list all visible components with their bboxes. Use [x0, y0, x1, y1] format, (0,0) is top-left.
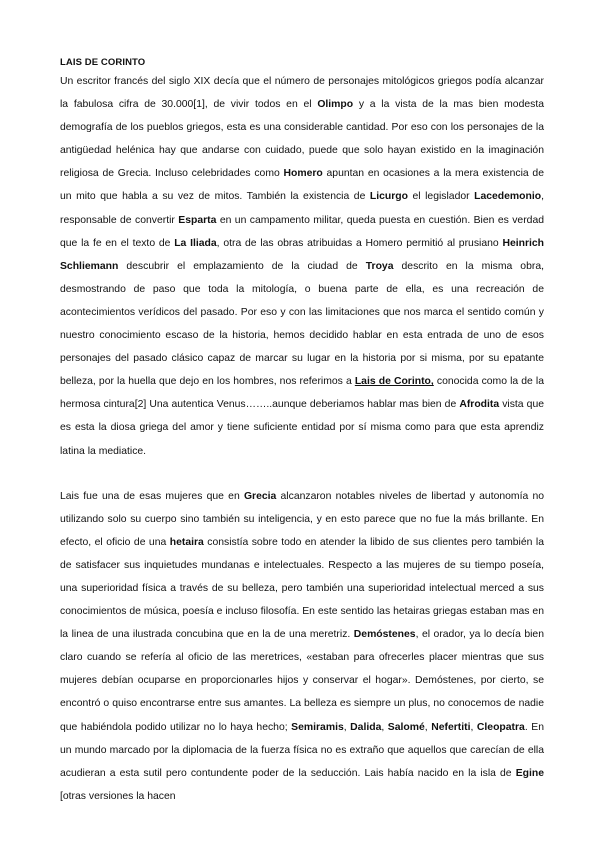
text-run: , el orador, ya lo decía bien claro cuando se refería al oficio de las meretrices, «estaban para ofrecerles placer mientras que sus mujeres debían ocuparse en proporcionarles hijos y conservar el hogar». Demóstenes, por cierto, se encontró o quiso encontrarse entre sus amantes. La belleza es siempre un plus, no conocemos de nadie que habiéndola podido utilizar no lo haya hecho; — [60, 629, 544, 733]
bold-term: Homero — [283, 168, 323, 180]
text-run: consistía sobre todo en atender la libido de sus clientes pero también la de satisfacer sus inquietudes mundanas e intelectuales. Respecto a las mujeres de su tiempo poseía, una superioridad física a través de su belleza, pero también una superioridad intelectual merced a sus conocimientos de música, poesía e incluso filosofía. En este sentido las hetairas griegas estaban mas en la linea de una ilustrada concubina que en la de una meretriz. — [60, 536, 544, 641]
text-run: el legislador — [407, 191, 475, 203]
bold-term: Grecia — [243, 490, 277, 502]
text-run: . En un mundo marcado por la diplomacia de la fuerza física no es extraño que aquellos que carecían de ella acudieran a esta sutil pero contundente poder de la seducción. Lais había nacido en la isla de — [60, 721, 544, 779]
text-run: Lais fue una de esas mujeres que en — [60, 490, 244, 502]
bold-term: Heinrich Schliemann — [60, 237, 545, 272]
text-run: , otra de las obras atribuidas a Homero permitió al prusiano — [216, 237, 503, 249]
text-run: , — [424, 721, 432, 733]
text-run: , responsable de convertir — [60, 191, 544, 226]
bold-term: Olimpo — [317, 99, 354, 111]
text-run: descrito en la misma obra, desmostrando de paso que toda la mitología, o buena parte de ella, es una recreación de acontecimientos verídicos del pasado. Por eso y con las limitaciones que nos marca el sentido común y nuestro conocimiento escaso de la historia, hemos decidido hablar en esta entrada de uno de esos personajes del pasado clásico capaz de marcar su lugar en la historia por si misma, por su epatante belleza, por la huella que dejo en los hombres, nos referimos a — [60, 260, 544, 388]
text-run: vista que es esta la diosa griega del amor y tiene suficiente entidad por sí misma como para que esta aprendiz latina la mediatice. — [60, 399, 544, 457]
bold-term: Egine — [515, 767, 544, 779]
paragraph-2 — [60, 485, 544, 808]
text-run: apuntan en ocasiones a la mera existencia de un mito que habla a su vez de mitos. También la existencia de — [60, 168, 544, 203]
text-run: alcanzaron notables niveles de libertad y autonomía no utilizando solo su cuerpo sino también su inteligencia, y en esto parece que no fue la más brillante. En efecto, el oficio de una — [60, 490, 545, 548]
bold-term: Troya — [365, 260, 394, 272]
text-run: y a la vista de la mas bien modesta demografía de los pueblos griegos, esta es una considerable cantidad. Por eso con los personajes de la antigüedad helénica hay que andarse con cuidado, puede que solo hayan existido en la imaginación religiosa de Grecia. Incluso celebridades como — [60, 99, 544, 180]
text-run: descubrir el emplazamiento de la ciudad de — [118, 260, 366, 272]
bold-term: La Iliada — [174, 237, 217, 249]
bold-term: Esparta — [178, 214, 217, 226]
bold-term: Cleopatra — [476, 721, 525, 733]
bold-term: Nefertiti — [431, 721, 471, 733]
text-run: , — [381, 721, 388, 733]
bold-term: Afrodita — [459, 399, 500, 411]
bold-term: Semiramis — [291, 721, 344, 733]
bold-term: Dalida — [350, 721, 382, 733]
paragraph-1 — [60, 70, 544, 463]
text-run: , — [470, 721, 477, 733]
document-title: LAIS DE CORINTO — [60, 57, 146, 68]
bold-term: Lacedemonio — [474, 191, 542, 203]
bold-term: Salomé — [387, 721, 425, 733]
text-run: [otras versiones la hacen — [60, 790, 176, 802]
bold-term: hetaira — [169, 536, 204, 548]
bold-term: Demóstenes — [353, 629, 416, 641]
text-run: , — [343, 721, 351, 733]
text-run: Un escritor francés del siglo XIX decía que el número de personajes mitológicos griegos podía alcanzar la fabulosa cifra de 30.000[1], de vivir todos en el — [60, 76, 544, 111]
document-page — [60, 57, 544, 808]
bold-term: Lais de Corinto, — [354, 376, 434, 388]
text-run: en un campamento militar, queda puesta en cuestión. Bien es verdad que la fe en el texto de — [60, 214, 545, 249]
bold-term: Licurgo — [369, 191, 408, 203]
text-run: conocida como la de la hermosa cintura[2] Una autentica Venus……..aunque deberiamos hablar mas bien de — [60, 376, 545, 411]
